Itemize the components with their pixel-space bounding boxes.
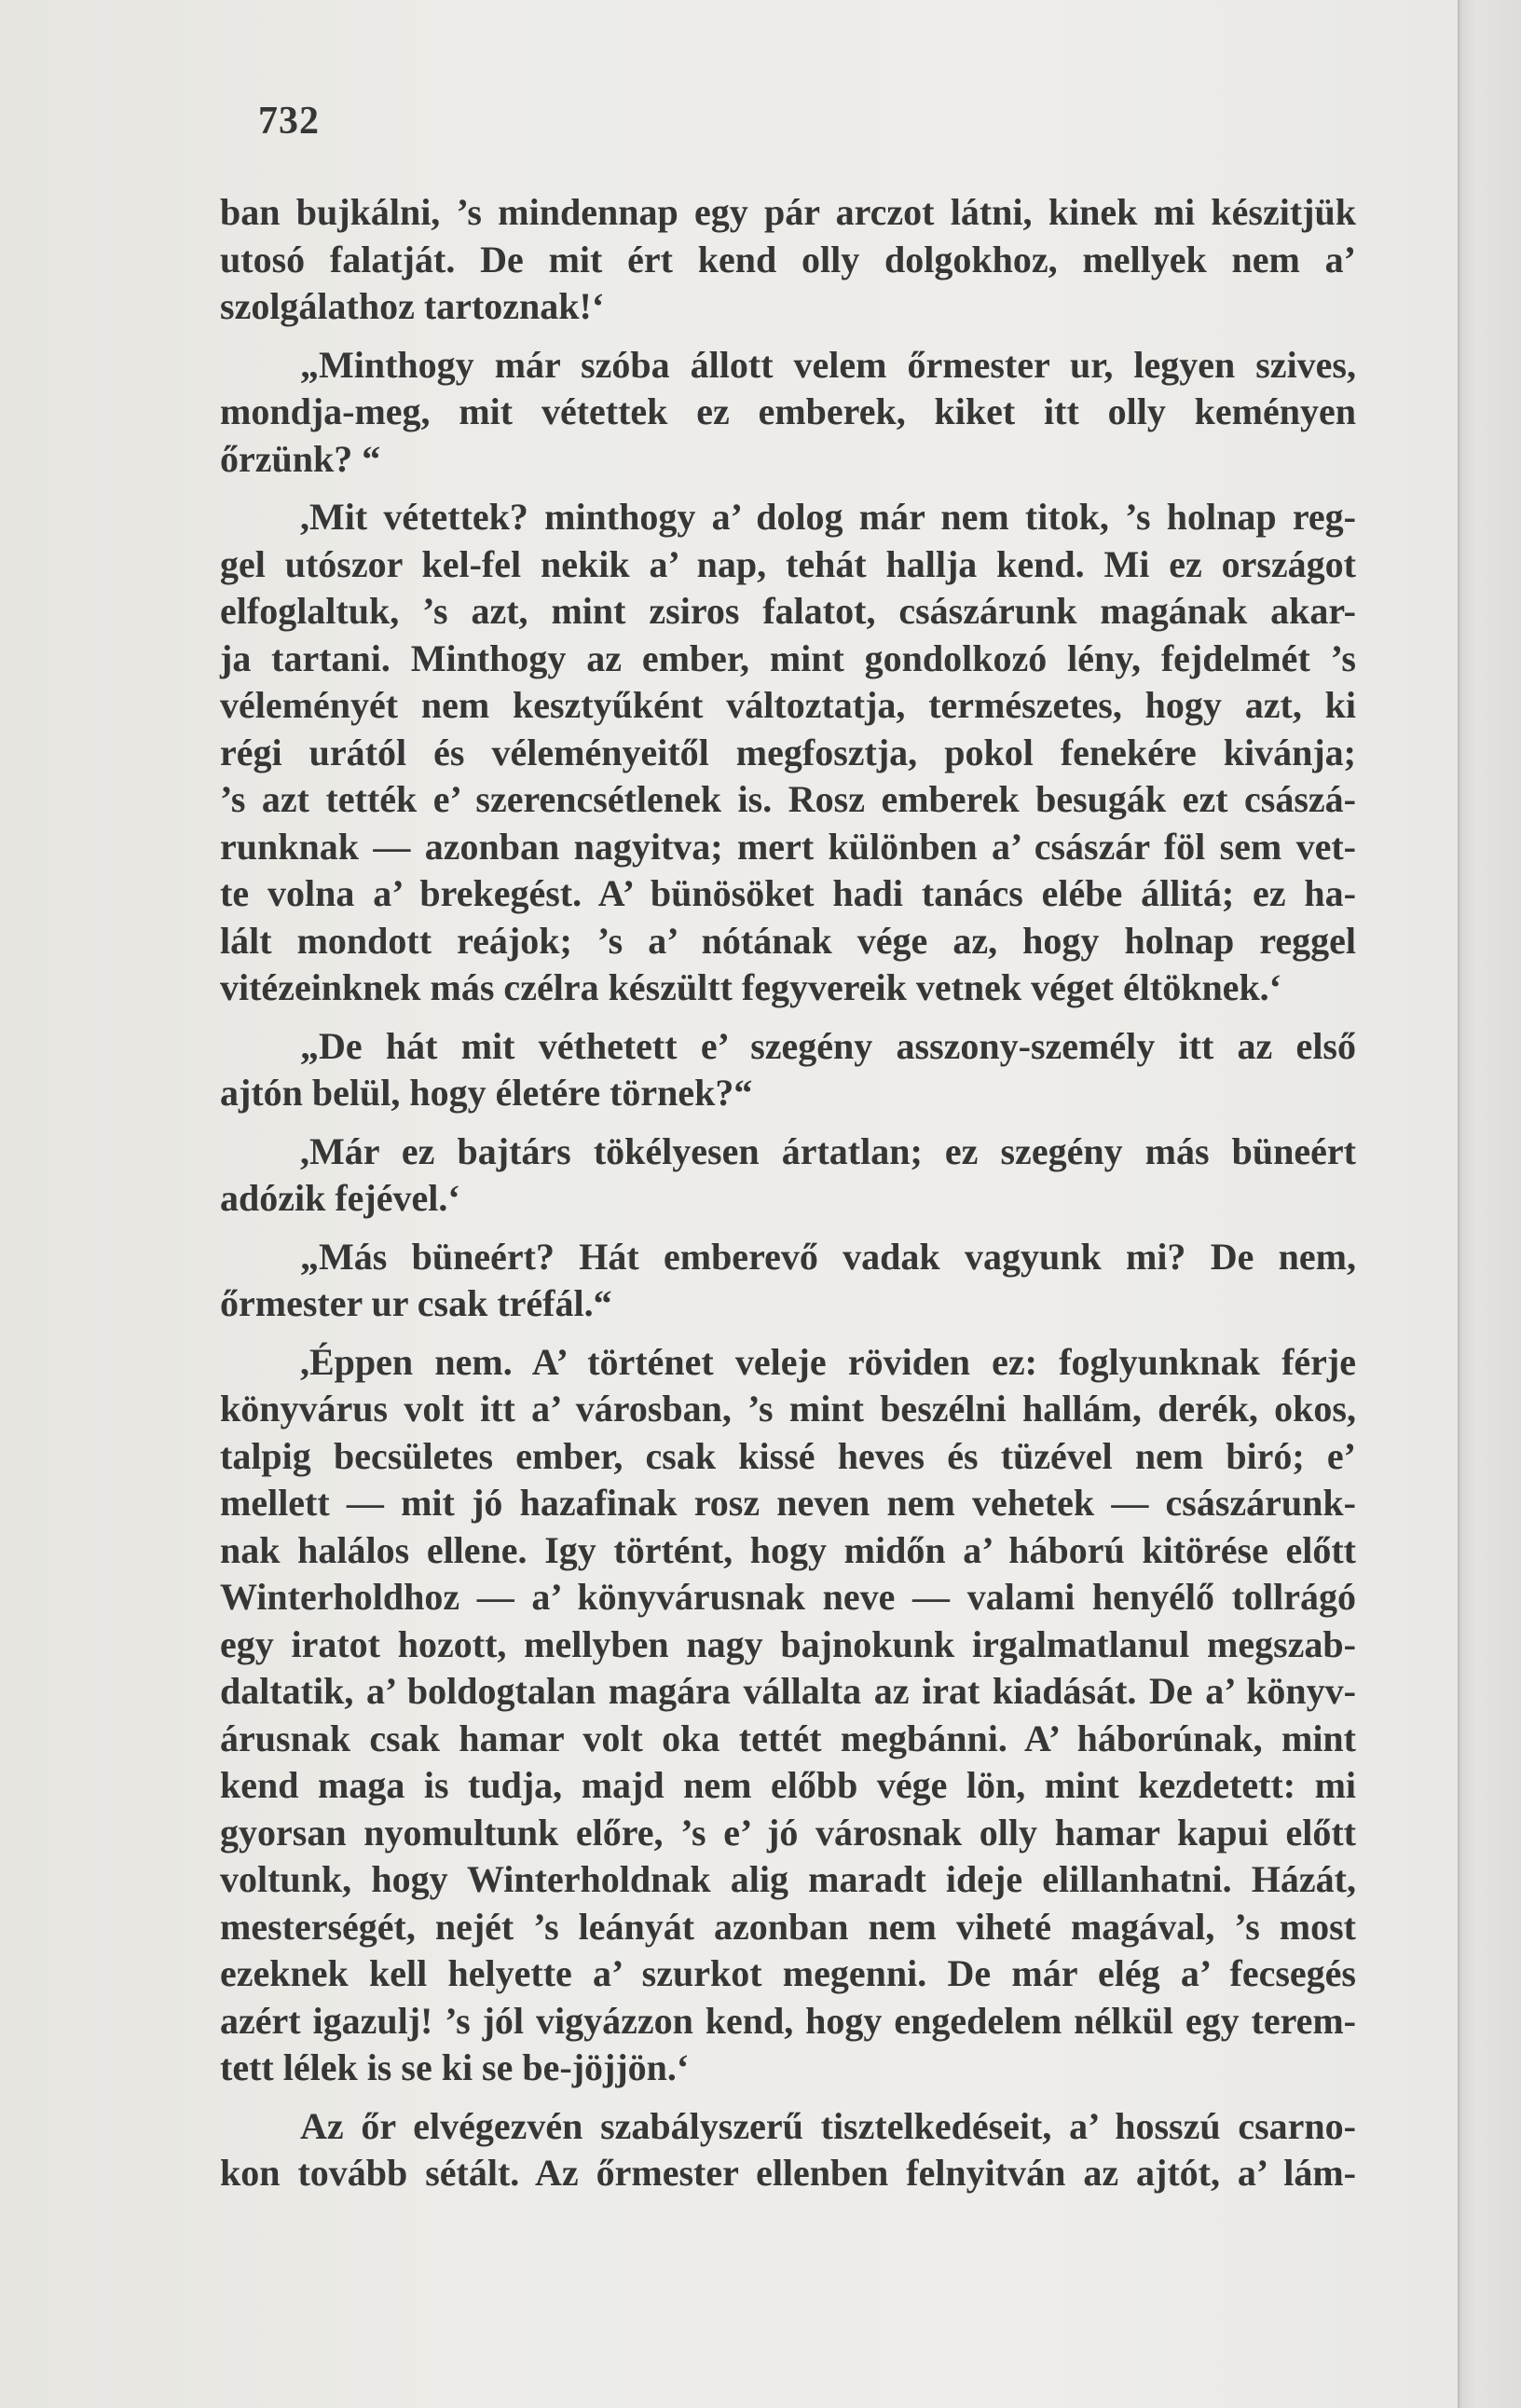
text-line: ,Mit vétettek? minthogy a’ dolog már nem titok, ’s holnap reg- <box>300 496 1356 538</box>
text-line: mellett — mit jó hazafinak rosz neven nem vehetek — császárunk- <box>220 1482 1356 1524</box>
paragraph <box>220 342 1356 484</box>
text-line: utosó falatját. De mit ért kend olly dolgokhoz, mellyek nem a’ <box>220 238 1356 280</box>
adjacent-page-edge <box>1458 0 1521 2408</box>
text-line: „Minthogy már szóba állott velem őrmester ur, legyen szives, <box>300 343 1356 386</box>
text-line: ja tartani. Minthogy az ember, mint gondolkozó lény, fejdelmét ’s <box>220 636 1356 679</box>
text-line: Winterholdhoz — a’ könyvárusnak neve — valami henyélő tollrágó <box>220 1576 1356 1618</box>
text-line: könyvárus volt itt a’ városban, ’s mint beszélni hallám, derék, okos, <box>220 1388 1356 1430</box>
text-line: egy iratot hozott, mellyben nagy bajnokunk irgalmatlanul megszab- <box>220 1622 1356 1665</box>
body-text <box>220 189 1356 2197</box>
text-line: szolgálathoz tartoznak!‘ <box>220 285 605 327</box>
text-line: mondja-meg, mit vétettek ez emberek, kiket itt olly keményen <box>220 390 1356 432</box>
text-line: kend maga is tudja, majd nem előbb vége lön, mint kezdetett: mi <box>220 1764 1356 1806</box>
text-line: ajtón belül, hogy életére törnek?“ <box>220 1072 753 1114</box>
text-line: „Más büneért? Hát emberevő vadak vagyunk mi? De nem, <box>300 1235 1356 1278</box>
text-line: véleményét nem kesztyűként változtatja, természetes, hogy azt, ki <box>220 684 1356 726</box>
paragraph <box>220 1023 1356 1117</box>
text-line: mesterségét, nejét ’s leányát azonban nem viheté magával, ’s most <box>220 1905 1356 1948</box>
paragraph <box>220 1234 1356 1328</box>
text-line: nak halálos ellene. Igy történt, hogy midőn a’ háború kitörése előtt <box>220 1528 1356 1571</box>
paragraph <box>220 1129 1356 1223</box>
text-line: tett lélek is se ki se be-jöjjön.‘ <box>220 2046 690 2088</box>
text-line: gel utószor kel-fel nekik a’ nap, tehát hallja kend. Mi ez országot <box>220 542 1356 585</box>
text-line: őrmester ur csak tréfál.“ <box>220 1282 612 1324</box>
text-line: ’s azt tették e’ szerencsétlenek is. Rosz emberek besugák ezt császá- <box>220 778 1356 820</box>
paragraph <box>220 2103 1356 2197</box>
text-line: lált mondott reájok; ’s a’ nótának vége az, hogy holnap reggel <box>220 919 1356 962</box>
text-line: kon tovább sétált. Az őrmester ellenben felnyitván az ajtót, a’ lám- <box>220 2152 1356 2194</box>
text-line: ban bujkálni, ’s mindennap egy pár arczot látni, kinek mi készitjük <box>220 191 1356 233</box>
text-line: azért igazulj! ’s jól vigyázzon kend, hogy engedelem nélkül egy terem- <box>220 1999 1356 2042</box>
text-line: adózik fejével.‘ <box>220 1177 460 1219</box>
text-line: elfoglaltuk, ’s azt, mint zsiros falatot, császárunk magának akar- <box>220 590 1356 632</box>
text-line: te volna a’ brekegést. A’ bünösöket hadi tanács elébe állitá; ez ha- <box>220 872 1356 914</box>
text-line: ,Éppen nem. A’ történet veleje röviden ez: foglyunknak férje <box>300 1340 1356 1383</box>
text-line: ezeknek kell helyette a’ szurkot megenni. De már elég a’ fecsegés <box>220 1952 1356 1994</box>
text-line: Az őr elvégezvén szabályszerű tisztelkedéseit, a’ hosszú csarno- <box>300 2104 1356 2147</box>
paragraph <box>220 494 1356 1012</box>
text-line: gyorsan nyomultunk előre, ’s e’ jó városnak olly hamar kapui előtt <box>220 1811 1356 1854</box>
text-line: talpig becsületes ember, csak kissé heves és tüzével nem biró; e’ <box>220 1434 1356 1477</box>
text-line: ,Már ez bajtárs tökélyesen ártatlan; ez szegény más büneért <box>300 1129 1356 1172</box>
text-line: runknak — azonban nagyitva; mert különben a’ császár föl sem vet- <box>220 825 1356 868</box>
paragraph <box>220 189 1356 331</box>
page-number: 732 <box>258 100 320 143</box>
text-line: vitézeinknek más czélra készültt fegyvereik vetnek véget éltöknek.‘ <box>220 966 1282 1008</box>
text-line: daltatik, a’ boldogtalan magára vállalta az irat kiadását. De a’ könyv- <box>220 1670 1356 1712</box>
text-line: „De hát mit véthetett e’ szegény asszony-személy itt az első <box>300 1024 1356 1067</box>
paragraph <box>220 1339 1356 2092</box>
text-line: őrzünk? “ <box>220 437 381 480</box>
text-line: régi urától és véleményeitől megfosztja, pokol fenekére kivánja; <box>220 731 1356 773</box>
text-line: árusnak csak hamar volt oka tettét megbánni. A’ háborúnak, mint <box>220 1717 1356 1759</box>
text-line: voltunk, hogy Winterholdnak alig maradt ideje elillanhatni. Házát, <box>220 1858 1356 1900</box>
